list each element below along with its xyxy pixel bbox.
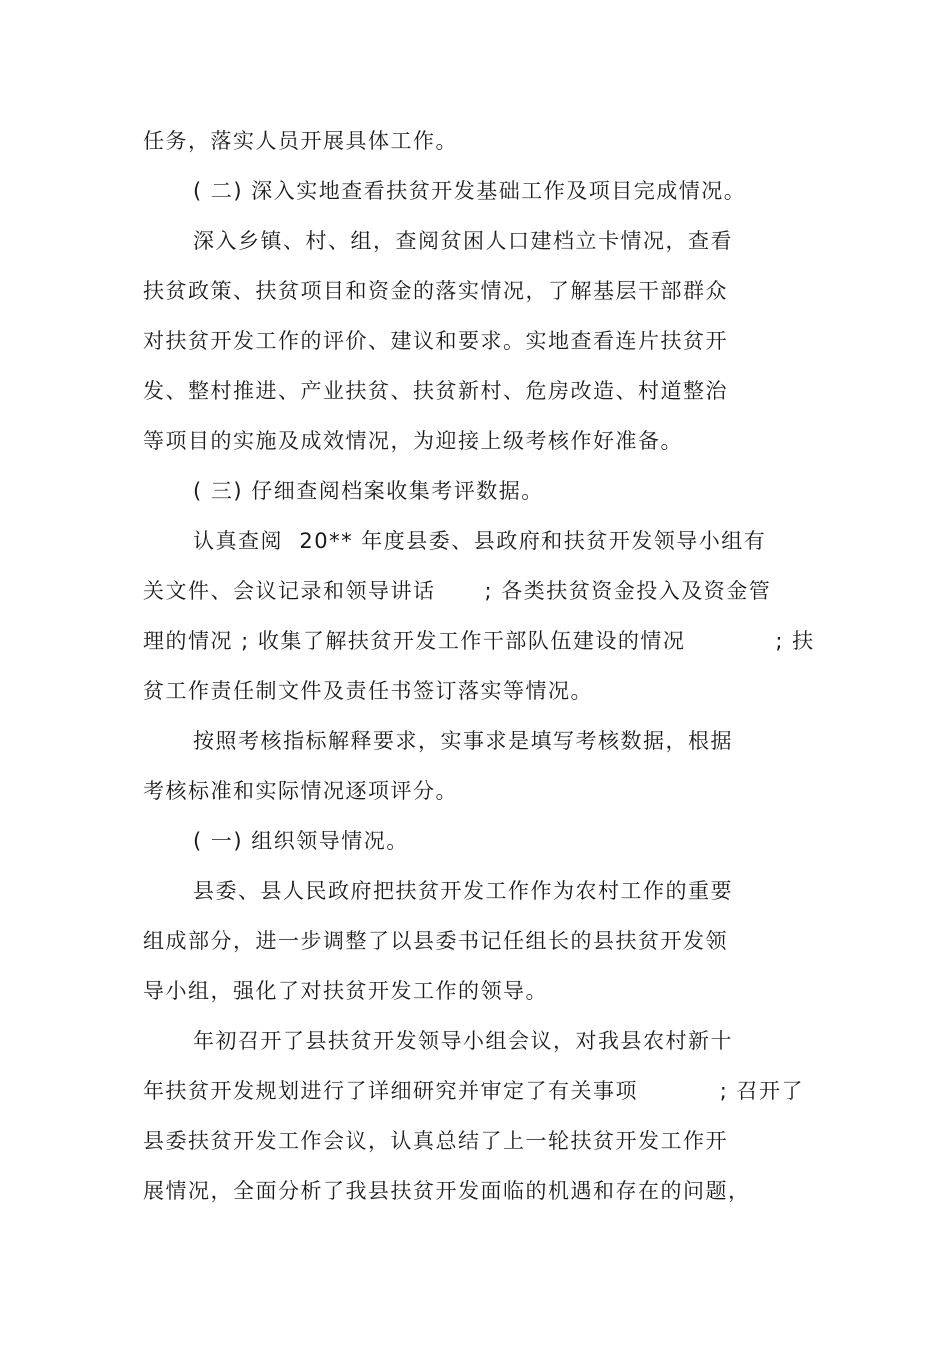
text-line: 深入乡镇、村、组，查阅贫困人口建档立卡情况，查看 — [193, 229, 733, 253]
text-line: 等项目的实施及成效情况，为迎接上级考核作好准备。 — [143, 429, 683, 453]
text-line: 按照考核指标解释要求，实事求是填写考核数据，根据 — [193, 729, 733, 753]
text-line: 贫工作责任制文件及责任书签订落实等情况。 — [143, 679, 593, 703]
text-line: 任务，落实人员开展具体工作。 — [143, 129, 458, 153]
text-line: 理的情况 ; 收集了解扶贫开发工作干部队伍建设的情况 ; 扶 — [143, 629, 815, 653]
text-line: 扶贫政策、扶贫项目和资金的落实情况，了解基层干部群众 — [143, 279, 728, 303]
section-heading: ( 一) 组织领导情况。 — [193, 829, 409, 853]
text-line: 展情况，全面分析了我县扶贫开发面临的机遇和存在的问题， — [143, 1179, 751, 1203]
text-line: 考核标准和实际情况逐项评分。 — [143, 779, 458, 803]
text-line: 认真查阅 20** 年度县委、县政府和扶贫开发领导小组有 — [193, 529, 767, 553]
section-heading: ( 二) 深入实地查看扶贫开发基础工作及项目完成情况。 — [193, 179, 747, 203]
text-line: 关文件、会议记录和领导讲话 ; 各类扶贫资金投入及资金管 — [143, 579, 772, 603]
text-line: 县委、县人民政府把扶贫开发工作作为农村工作的重要 — [193, 879, 733, 903]
text-line: 导小组，强化了对扶贫开发工作的领导。 — [143, 979, 548, 1003]
text-line: 组成部分，进一步调整了以县委书记任组长的县扶贫开发领 — [143, 929, 728, 953]
text-line: 对扶贫开发工作的评价、建议和要求。实地查看连片扶贫开 — [143, 329, 728, 353]
text-line: 年初召开了县扶贫开发领导小组会议，对我县农村新十 — [193, 1029, 733, 1053]
text-line: 发、整村推进、产业扶贫、扶贫新村、危房改造、村道整治 — [143, 379, 728, 403]
section-heading: ( 三) 仔细查阅档案收集考评数据。 — [193, 479, 544, 503]
text-line: 县委扶贫开发工作会议，认真总结了上一轮扶贫开发工作开 — [143, 1129, 728, 1153]
text-line: 年扶贫开发规划进行了详细研究并审定了有关事项 ; 召开了 — [143, 1079, 805, 1103]
